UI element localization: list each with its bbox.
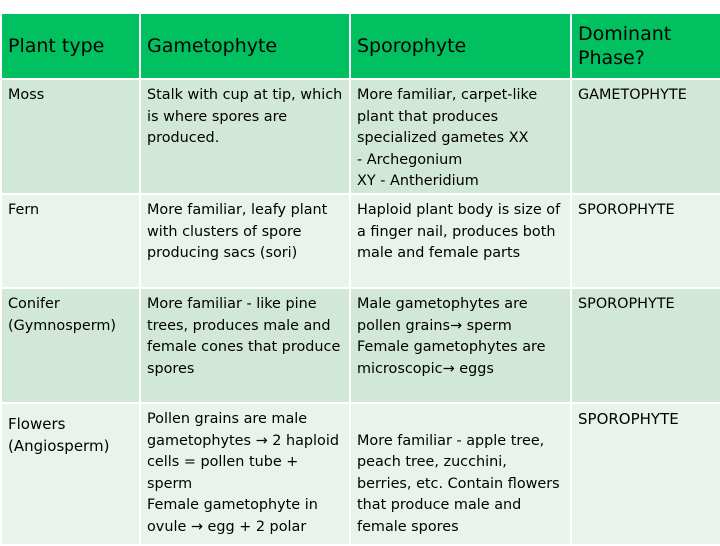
header-sporophyte: Sporophyte [351,14,570,78]
cell-sporophyte: More familiar - apple tree, peach tree, zucchini, berries, etc. Contain flowers that produce male and female spores [351,404,570,544]
cell-plant-type: Conifer (Gymnosperm) [2,289,139,402]
cell-gametophyte: Stalk with cup at tip, which is where spores are produced. [141,80,349,193]
cell-dominant-phase: SPOROPHYTE [572,404,720,544]
header-plant-type: Plant type [2,14,139,78]
plant-comparison-table [0,12,720,546]
cell-dominant-phase: SPOROPHYTE [572,195,720,287]
cell-dominant-phase: GAMETOPHYTE [572,80,720,193]
header-row [2,14,720,78]
cell-gametophyte: More familiar, leafy plant with clusters of spore producing sacs (sori) [141,195,349,287]
header-gametophyte: Gametophyte [141,14,349,78]
cell-sporophyte: Male gametophytes are pollen grains→ sperm Female gametophytes are microscopic→ eggs [351,289,570,402]
cell-plant-type: Fern [2,195,139,287]
cell-plant-type: Moss [2,80,139,193]
header-dominant-phase: Dominant Phase? [572,14,720,78]
table-row [2,80,720,193]
table-row [2,195,720,287]
cell-sporophyte: More familiar, carpet-like plant that produces specialized gametes XX - Archegonium XY - Antheridium [351,80,570,193]
cell-dominant-phase: SPOROPHYTE [572,289,720,402]
cell-sporophyte: Haploid plant body is size of a finger nail, produces both male and female parts [351,195,570,287]
table-row [2,289,720,402]
table-row [2,404,720,544]
cell-plant-type: Flowers (Angiosperm) [2,404,139,544]
cell-gametophyte: Pollen grains are male gametophytes → 2 haploid cells = pollen tube + sperm Female gametophyte in ovule → egg + 2 polar [141,404,349,544]
cell-gametophyte: More familiar - like pine trees, produces male and female cones that produce spores [141,289,349,402]
